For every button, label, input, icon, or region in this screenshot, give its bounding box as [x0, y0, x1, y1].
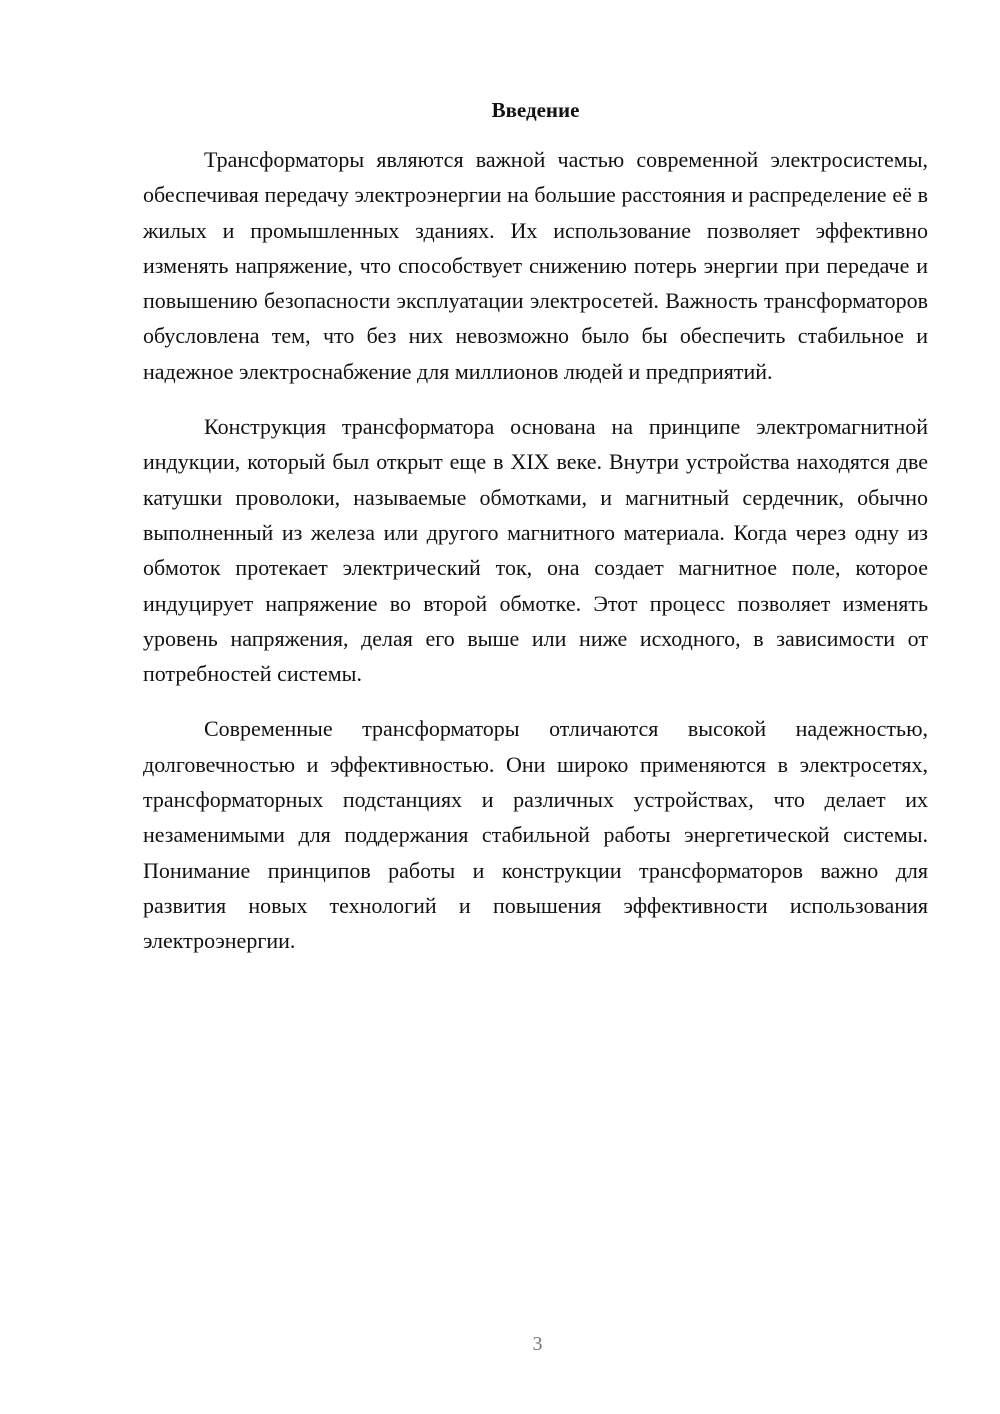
page-number: 3: [532, 1333, 543, 1355]
paragraph-2: Конструкция трансформатора основана на принципе электромагнитной индукции, который был открыт еще в XIX веке. Внутри устройства находятся две катушки проволоки, называемые обмотками, и магнитный сердечник, обычно выполненный из железа или другого магнитного материала. Когда через одну из обмоток протекает электрический ток, она создает магнитное поле, которое индуцирует напряжение во второй обмотке. Этот процесс позволяет изменять уровень напряжения, делая его выше или ниже исходного, в зависимости от потребностей системы.: [143, 414, 928, 687]
section-heading: Введение: [491, 98, 580, 122]
paragraph-1: Трансформаторы являются важной частью современной электросистемы, обеспечивая передачу электроэнергии на большие расстояния и распределение её в жилых и промышленных зданиях. Их использование позволяет эффективно изменять напряжение, что способствует снижению потерь энергии при передаче и повышению безопасности эксплуатации электросетей. Важность трансформаторов обусловлена тем, что без них невозможно было бы обеспечить стабильное и надежное электроснабжение для миллионов людей и предприятий.: [143, 147, 928, 384]
paragraph-3: Современные трансформаторы отличаются высокой надежностью, долговечностью и эффективностью. Они широко применяются в электросетях, трансформаторных подстанциях и различных устройствах, что делает их незаменимыми для поддержания стабильной работы энергетической системы. Понимание принципов работы и конструкции трансформаторов важно для развития новых технологий и повышения эффективности использования электроэнергии.: [143, 716, 928, 954]
page-content: [143, 94, 928, 979]
